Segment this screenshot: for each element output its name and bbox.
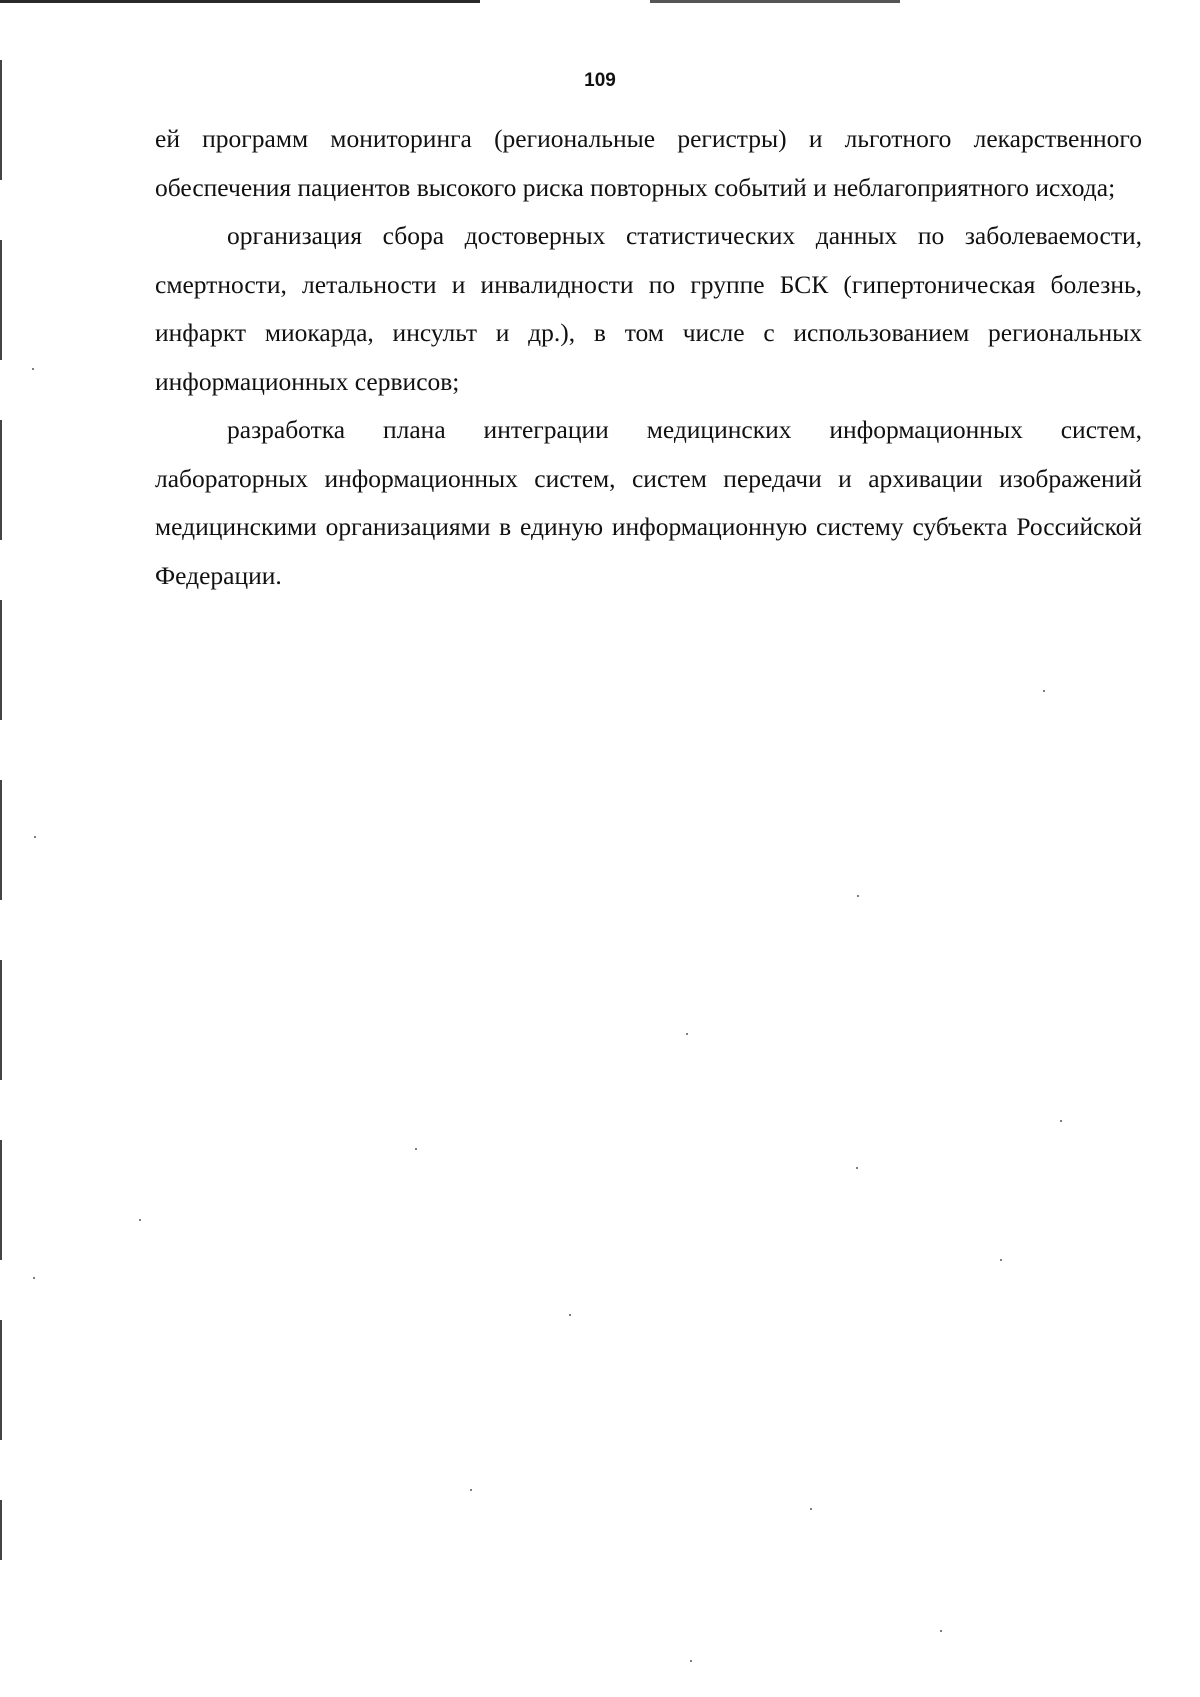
scan-edge-top	[0, 0, 1200, 3]
scan-speck	[1060, 1120, 1062, 1122]
scan-speck	[470, 1489, 472, 1491]
body-text	[155, 115, 1142, 600]
paragraph-integration: разработка плана интеграции медицинских информационных систем, лабораторных информационных систем, систем передачи и архивации изображений медицинскими организациями в единую информационную систему субъекта Российской Федерации.	[155, 415, 1142, 590]
scan-speck	[139, 1219, 141, 1221]
scan-speck	[34, 836, 36, 838]
scan-speck	[940, 1630, 942, 1632]
scan-speck	[1000, 1259, 1002, 1261]
paragraph-continuation: ей программ мониторинга (региональные регистры) и льготного лекарственного обеспечения пациентов высокого риска повторных событий и неблагоприятного исхода;	[155, 124, 1142, 202]
scan-speck	[857, 895, 859, 897]
scan-edge-left	[0, 60, 2, 1560]
scan-speck	[690, 1660, 692, 1662]
scan-speck	[810, 1508, 812, 1510]
scan-speck	[415, 1148, 417, 1150]
scan-speck	[569, 1314, 571, 1316]
page-number: 109	[584, 70, 616, 91]
scan-speck	[33, 1277, 35, 1279]
scan-speck	[856, 1167, 858, 1169]
scan-speck	[686, 1033, 688, 1035]
scan-speck	[1043, 690, 1045, 692]
scan-speck	[32, 368, 34, 370]
paragraph-statistics: организация сбора достоверных статистических данных по заболеваемости, смертности, летальности и инвалидности по группе БСК (гипертоническая болезнь, инфаркт миокарда, инсульт и др.), в том числе с использованием региональных информационных сервисов;	[155, 221, 1142, 396]
